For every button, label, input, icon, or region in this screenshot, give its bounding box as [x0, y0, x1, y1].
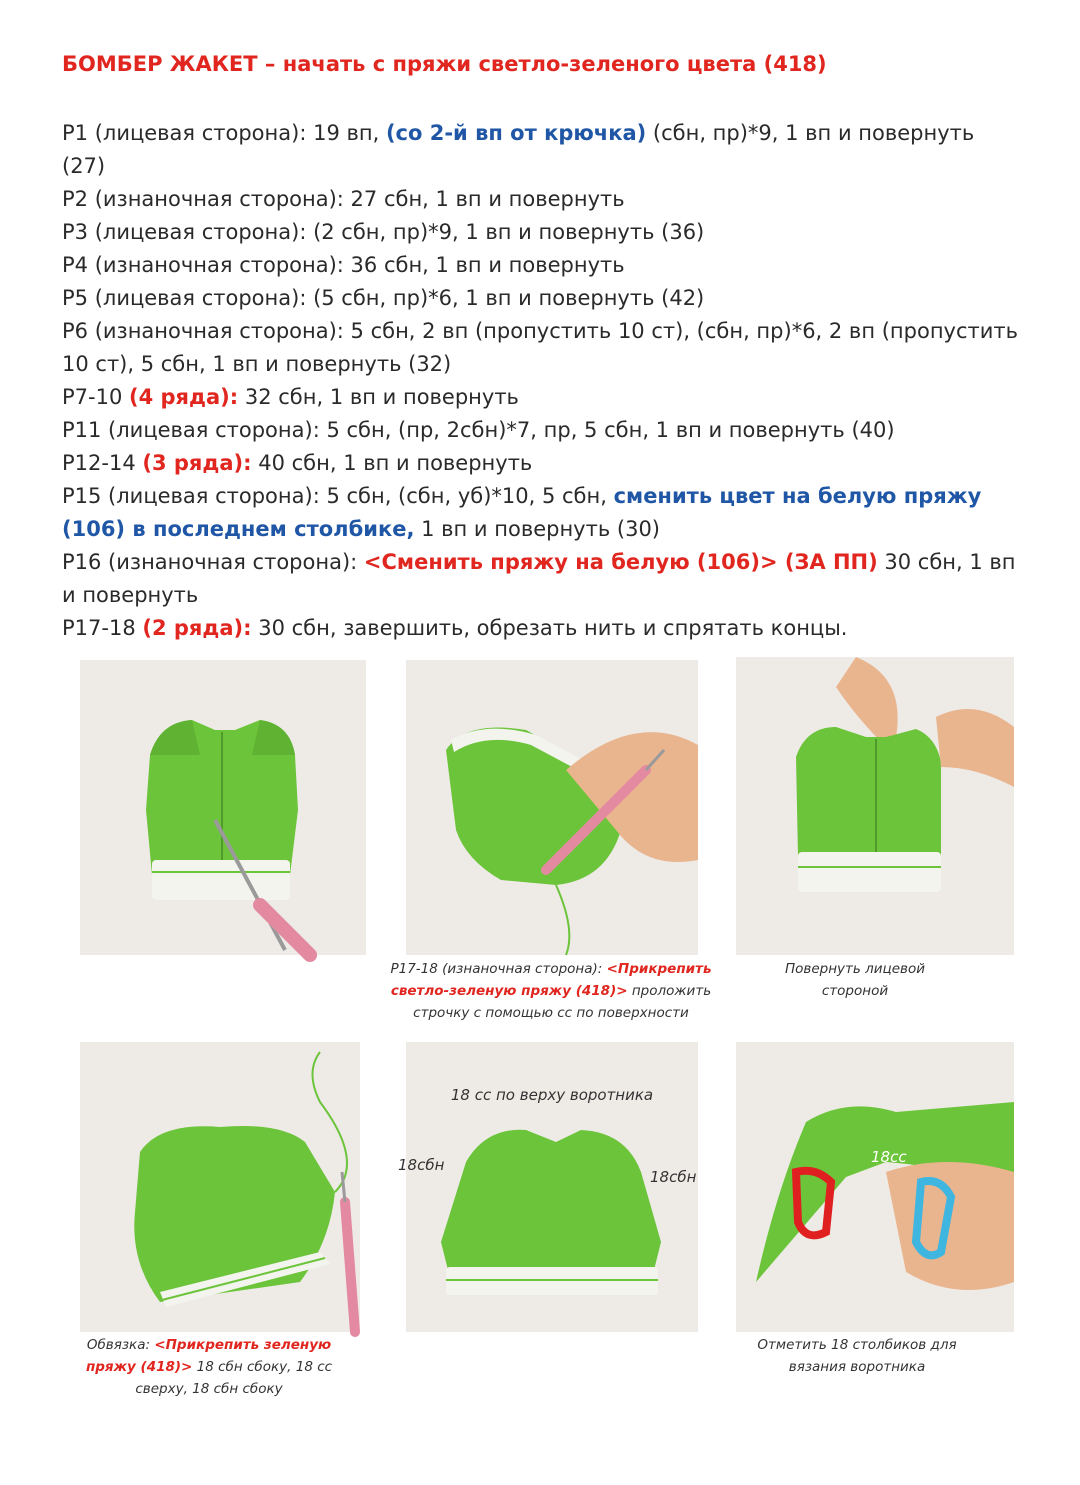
- page-title: БОМБЕР ЖАКЕТ – начать с пряжи светло-зеленого цвета (418): [62, 52, 827, 76]
- overlay-top-count: 18 сс по верху воротника: [450, 1086, 654, 1104]
- markers-illustration: [736, 1042, 1014, 1332]
- photo-jacket-front: [80, 660, 366, 955]
- caption-photo-6: Отметить 18 столбиков для вязания воротника: [757, 1337, 957, 1375]
- caption-photo-4: Обвязка: <Прикрепить зеленую пряжу (418)> 18 сбн сбоку, 18 сс сверху, 18 сбн сбоку: [85, 1337, 333, 1397]
- row-5: Р5 (лицевая сторона): (5 сбн, пр)*6, 1 вп и повернуть (42): [62, 286, 705, 310]
- row-12-14: Р12-14 (3 ряда): 40 сбн, 1 вп и повернуть: [62, 451, 533, 475]
- row-6: Р6 (изнаночная сторона): 5 сбн, 2 вп (пропустить 10 ст), (сбн, пр)*6, 2 вп (пропустить 10 ст), 5 сбн, 1 вп и повернуть (32): [62, 319, 1019, 376]
- caption-photo-2: Р17-18 (изнаночная сторона): <Прикрепить светло-зеленую пряжу (418)> проложить строчку с помощью сс по поверхности: [390, 961, 712, 1021]
- jacket-held-illustration: [736, 657, 1014, 955]
- overlay-marker-count: 18сс: [871, 1148, 907, 1166]
- row-15: Р15 (лицевая сторона): 5 сбн, (сбн, уб)*10, 5 сбн, сменить цвет на белую пряжу (106) в последнем столбике, 1 вп и повернуть (30): [62, 484, 982, 541]
- jacket-illustration: [80, 660, 366, 955]
- row-7-10: Р7-10 (4 ряда): 32 сбн, 1 вп и повернуть: [62, 385, 519, 409]
- row-4: Р4 (изнаночная сторона): 36 сбн, 1 вп и повернуть: [62, 253, 625, 277]
- overlay-left-count: 18сбн: [398, 1156, 445, 1174]
- row-17-18: Р17-18 (2 ряда): 30 сбн, завершить, обрезать нить и спрятать концы.: [62, 616, 848, 640]
- hand-hook-illustration: [406, 660, 698, 955]
- row-16: Р16 (изнаночная сторона): <Сменить пряжу на белую (106)> (ЗА ПП) 30 сбн, 1 вп и повернуть: [62, 550, 1016, 607]
- row-2: Р2 (изнаночная сторона): 27 сбн, 1 вп и повернуть: [62, 187, 625, 211]
- photo-border: [80, 1042, 360, 1332]
- overlay-right-count: 18сбн: [650, 1168, 697, 1186]
- photo-working-seam: [406, 660, 698, 955]
- pattern-rows: [62, 117, 1022, 645]
- stitch-count-illustration: [398, 1042, 698, 1332]
- photo-stitch-count: [398, 1042, 698, 1332]
- row-11: Р11 (лицевая сторона): 5 сбн, (пр, 2сбн)*7, пр, 5 сбн, 1 вп и повернуть (40): [62, 418, 895, 442]
- row-3: Р3 (лицевая сторона): (2 сбн, пр)*9, 1 вп и повернуть (36): [62, 220, 705, 244]
- caption-photo-3: Повернуть лицевой стороной: [784, 961, 926, 999]
- photo-markers: [736, 1042, 1014, 1332]
- photo-right-side: [736, 657, 1014, 955]
- border-illustration: [80, 1042, 360, 1332]
- row-1: Р1 (лицевая сторона): 19 вп, (со 2-й вп от крючка) (сбн, пр)*9, 1 вп и повернуть (27): [62, 121, 975, 178]
